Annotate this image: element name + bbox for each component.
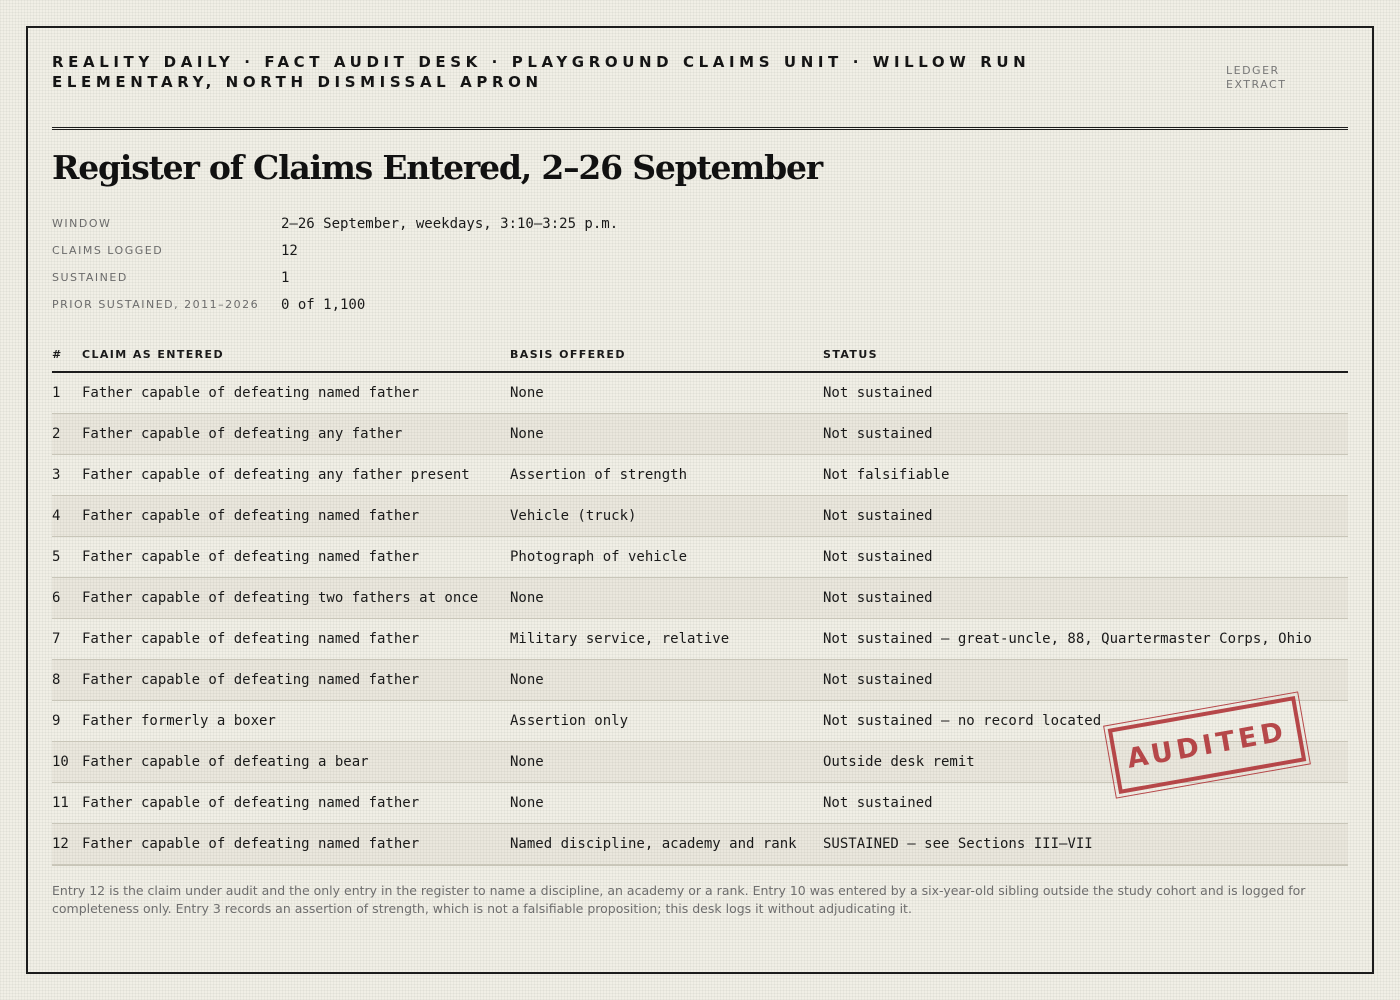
table-row bbox=[52, 578, 1348, 619]
meta-value: 2–26 September, weekdays, 3:10–3:25 p.m. bbox=[281, 215, 619, 232]
cell-claim: Father capable of defeating two fathers at once bbox=[82, 578, 510, 619]
cell-number: 5 bbox=[52, 537, 82, 578]
page-title: Register of Claims Entered, 2–26 September bbox=[52, 148, 822, 187]
cell-basis: Named discipline, academy and rank bbox=[510, 824, 823, 866]
table-row bbox=[52, 372, 1348, 414]
meta-row-sustained bbox=[52, 264, 1348, 291]
table-row bbox=[52, 824, 1348, 866]
extract-label: LEDGER EXTRACT bbox=[1226, 64, 1287, 91]
cell-number: 12 bbox=[52, 824, 82, 866]
cell-number: 1 bbox=[52, 372, 82, 414]
ledger-frame bbox=[26, 26, 1374, 974]
masthead bbox=[52, 52, 1348, 130]
cell-basis: Vehicle (truck) bbox=[510, 496, 823, 537]
cell-status: Not sustained bbox=[823, 414, 1348, 455]
cell-status: SUSTAINED — see Sections III–VII bbox=[823, 824, 1348, 866]
cell-basis: None bbox=[510, 783, 823, 824]
meta-row-prior-sustained bbox=[52, 291, 1348, 318]
table-row bbox=[52, 660, 1348, 701]
column-header-status: STATUS bbox=[823, 340, 1348, 372]
meta-row-window bbox=[52, 210, 1348, 237]
cell-basis: None bbox=[510, 578, 823, 619]
cell-status: Not sustained — great-uncle, 88, Quartermaster Corps, Ohio bbox=[823, 619, 1348, 660]
cell-basis: None bbox=[510, 660, 823, 701]
cell-claim: Father capable of defeating named father bbox=[82, 372, 510, 414]
cell-number: 8 bbox=[52, 660, 82, 701]
table-row bbox=[52, 414, 1348, 455]
cell-status: Not sustained bbox=[823, 537, 1348, 578]
meta-row-claims-logged bbox=[52, 237, 1348, 264]
cell-status: Not sustained bbox=[823, 660, 1348, 701]
cell-claim: Father capable of defeating named father bbox=[82, 783, 510, 824]
audited-stamp: AUDITED bbox=[1108, 696, 1307, 794]
cell-status: Not sustained bbox=[823, 578, 1348, 619]
cell-number: 3 bbox=[52, 455, 82, 496]
meta-block bbox=[52, 210, 1348, 318]
cell-claim: Father formerly a boxer bbox=[82, 701, 510, 742]
cell-number: 9 bbox=[52, 701, 82, 742]
column-header-basis: BASIS OFFERED bbox=[510, 340, 823, 372]
meta-key: PRIOR SUSTAINED, 2011–2026 bbox=[52, 298, 260, 311]
cell-number: 4 bbox=[52, 496, 82, 537]
meta-value: 12 bbox=[281, 242, 298, 259]
cell-status: Outside desk remit bbox=[823, 742, 1348, 783]
cell-status: Not falsifiable bbox=[823, 455, 1348, 496]
cell-claim: Father capable of defeating named father bbox=[82, 537, 510, 578]
table-row bbox=[52, 537, 1348, 578]
cell-status: Not sustained bbox=[823, 783, 1348, 824]
cell-basis: Military service, relative bbox=[510, 619, 823, 660]
cell-basis: None bbox=[510, 742, 823, 783]
meta-key: CLAIMS LOGGED bbox=[52, 244, 164, 257]
footnote: Entry 12 is the claim under audit and the only entry in the register to name a discipline, an academy or a rank. Entry 10 was entered by a six-year-old sibling outside the study cohort and is logged for completeness only. Entry 3 records an assertion of strength, which is not a falsifiable proposition; this desk logs it without adjudicating it. bbox=[52, 883, 1306, 916]
cell-claim: Father capable of defeating a bear bbox=[82, 742, 510, 783]
meta-value: 0 of 1,100 bbox=[281, 296, 366, 313]
cell-number: 6 bbox=[52, 578, 82, 619]
cell-claim: Father capable of defeating named father bbox=[82, 660, 510, 701]
cell-claim: Father capable of defeating any father present bbox=[82, 455, 510, 496]
cell-number: 11 bbox=[52, 783, 82, 824]
cell-claim: Father capable of defeating any father bbox=[82, 414, 510, 455]
cell-basis: None bbox=[510, 414, 823, 455]
cell-number: 2 bbox=[52, 414, 82, 455]
meta-value: 1 bbox=[281, 269, 290, 286]
cell-claim: Father capable of defeating named father bbox=[82, 824, 510, 866]
meta-key: WINDOW bbox=[52, 217, 112, 230]
column-header-claim: CLAIM AS ENTERED bbox=[82, 340, 510, 372]
cell-basis: Assertion of strength bbox=[510, 455, 823, 496]
cell-claim: Father capable of defeating named father bbox=[82, 619, 510, 660]
table-row bbox=[52, 783, 1348, 824]
cell-claim: Father capable of defeating named father bbox=[82, 496, 510, 537]
cell-basis: Assertion only bbox=[510, 701, 823, 742]
cell-status: Not sustained — no record located bbox=[823, 701, 1348, 742]
column-header-number: # bbox=[52, 340, 82, 372]
meta-key: SUSTAINED bbox=[52, 271, 128, 284]
cell-number: 10 bbox=[52, 742, 82, 783]
cell-status: Not sustained bbox=[823, 372, 1348, 414]
table-header-row bbox=[52, 340, 1348, 372]
cell-basis: None bbox=[510, 372, 823, 414]
table-row bbox=[52, 455, 1348, 496]
cell-number: 7 bbox=[52, 619, 82, 660]
cell-basis: Photograph of vehicle bbox=[510, 537, 823, 578]
table-row bbox=[52, 496, 1348, 537]
table-row bbox=[52, 619, 1348, 660]
cell-status: Not sustained bbox=[823, 496, 1348, 537]
kicker-line: REALITY DAILY · FACT AUDIT DESK · PLAYGROUND CLAIMS UNIT · WILLOW RUN ELEMENTARY, NORTH DISMISSAL APRON bbox=[52, 53, 1031, 91]
